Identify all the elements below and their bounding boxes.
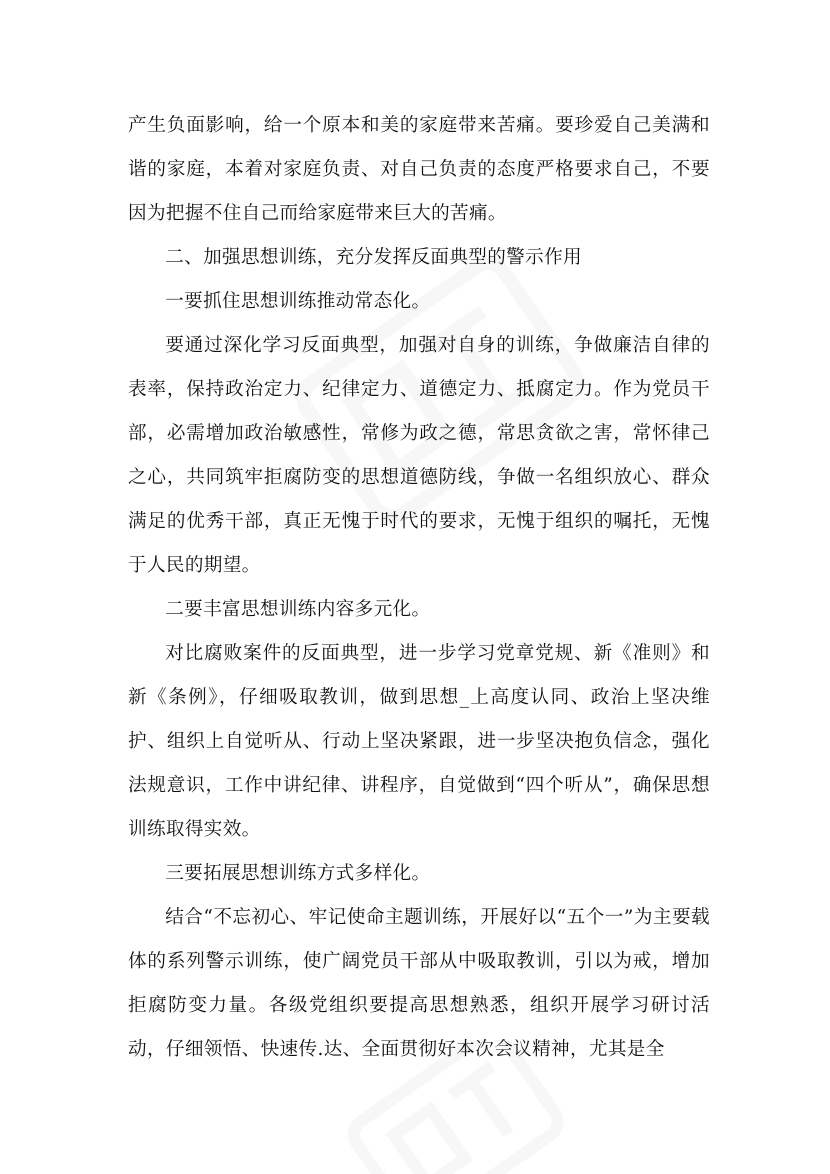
paragraph: 对比腐败案件的反面典型，进一步学习党章党规、新《准则》和新《条例》，仔细吸取教训，做到思想_上高度认同、政治上坚决维护、组织上自觉听从、行动上坚决紧跟，进一步坚决抱负信念，强化法规意识，工作中讲纪律、讲程序，自觉做到“四个听从”，确保思想训练取得实效。	[128, 643, 710, 840]
paragraph: 要通过深化学习反面典型，加强对自身的训练，争做廉洁自律的表率，保持政治定力、纪律定力、道德定力、抵腐定力。作为党员干部，必需增加政治敏感性，常修为政之德，常思贪欲之害，常怀律己之心，共同筑牢拒腐防变的思想道德防线，争做一名组织放心、群众满足的优秀干部，真正无愧于时代的要求，无愧于组织的嘱托，无愧于人民的期望。	[128, 335, 710, 576]
paragraph: 结合“不忘初心、牢记使命主题训练，开展好以“五个一”为主要载体的系列警示训练，使广阔党员干部从中吸取教训，引以为戒，增加拒腐防变力量。各级党组织要提高思想熟悉，组织开展学习研讨活动，仔细领悟、快速传.达、全面贯彻好本次会议精神，尤其是全	[128, 907, 710, 1060]
subheading: 三要拓展思想训练方式多样化。	[165, 863, 431, 884]
paragraph: 产生负面影响，给一个原本和美的家庭带来苦痛。要珍爱自己美满和谐的家庭，本着对家庭负责、对自己负责的态度严格要求自己，不要因为把握不住自己而给家庭带来巨大的苦痛。	[128, 115, 710, 224]
subheading: 一要抓住思想训练推动常态化。	[165, 291, 431, 312]
document-body	[128, 104, 710, 1072]
section-heading: 二、加强思想训练，充分发挥反面典型的警示作用	[165, 247, 582, 268]
subheading: 二要丰富思想训练内容多元化。	[165, 599, 431, 620]
